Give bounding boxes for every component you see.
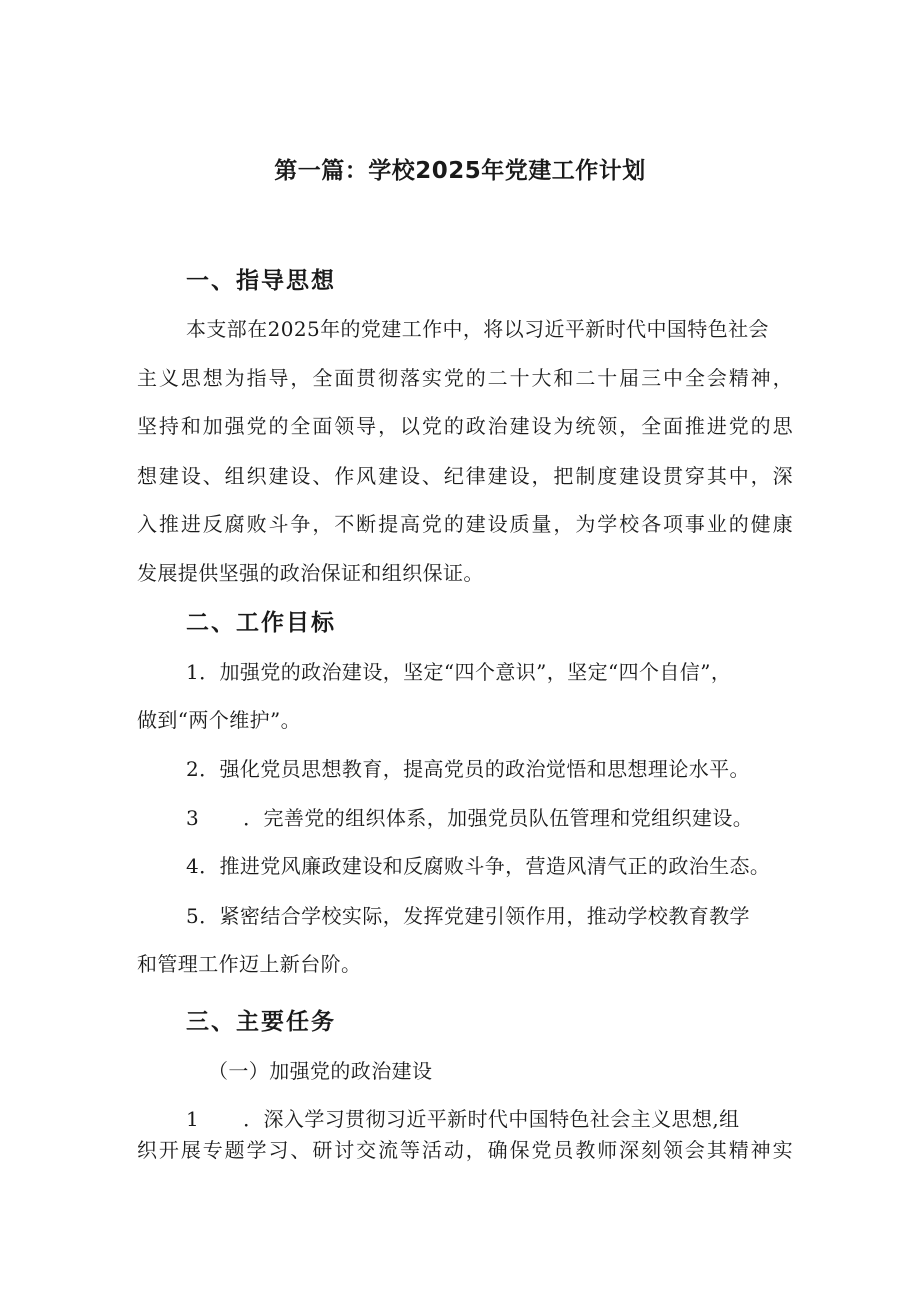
paragraph-line: 入推进反腐败斗争，不断提高党的建设质量，为学校各项事业的健康 <box>137 512 793 536</box>
paragraph-line: 主义思想为指导，全面贯彻落实党的二十大和二十届三中全会精神， <box>137 366 793 390</box>
paragraph-line: 发展提供坚强的政治保证和组织保证。 <box>137 561 484 585</box>
goal-text: ．完善党的组织体系，加强党员队伍管理和党组织建设。 <box>243 806 754 830</box>
section-heading-work-goals: 二、工作目标 <box>186 610 336 636</box>
document-title: 第一篇：学校2025年党建工作计划 <box>274 158 646 184</box>
section-heading-main-tasks: 三、主要任务 <box>186 1009 336 1035</box>
goal-item-3 <box>186 802 753 831</box>
task-number: 1 <box>186 1107 200 1131</box>
goal-item-1 <box>186 656 731 685</box>
task-text: ．深入学习贯彻习近平新时代中国特色社会主义思想,组 <box>243 1107 740 1131</box>
section-heading-guiding-ideology: 一、指导思想 <box>186 268 336 294</box>
goal-number: 5 <box>186 904 200 928</box>
subsection-heading: （一）加强党的政治建设 <box>208 1059 433 1083</box>
goal-number: 1 <box>186 660 200 684</box>
goal-item-1-continued: 做到“两个维护”。 <box>137 708 302 732</box>
goal-text: ．紧密结合学校实际，发挥党建引领作用，推动学校教育教学 <box>199 904 750 928</box>
goal-number: 4 <box>186 854 200 878</box>
task-item-1-continued: 织开展专题学习、研讨交流等活动，确保党员教师深刻领会其精神实 <box>137 1138 793 1162</box>
goal-item-5 <box>186 900 750 929</box>
paragraph-line: 本支部在2025年的党建工作中，将以习近平新时代中国特色社会 <box>186 317 769 341</box>
goal-text: ．强化党员思想教育，提高党员的政治觉悟和思想理论水平。 <box>199 757 750 781</box>
goal-text: ．推进党风廉政建设和反腐败斗争，营造风清气正的政治生态。 <box>199 854 771 878</box>
goal-item-2 <box>186 753 750 782</box>
paragraph-line: 坚持和加强党的全面领导，以党的政治建设为统领，全面推进党的思 <box>137 414 793 438</box>
paragraph-line: 想建设、组织建设、作风建设、纪律建设，把制度建设贯穿其中，深 <box>137 464 793 488</box>
task-item-1 <box>186 1103 739 1132</box>
goal-number: 2 <box>186 757 200 781</box>
goal-number: 3 <box>186 806 200 830</box>
goal-text: ．加强党的政治建设，坚定“四个意识”，坚定“四个自信”， <box>199 660 732 684</box>
goal-item-5-continued: 和管理工作迈上新台阶。 <box>137 952 362 976</box>
goal-item-4 <box>186 850 770 879</box>
